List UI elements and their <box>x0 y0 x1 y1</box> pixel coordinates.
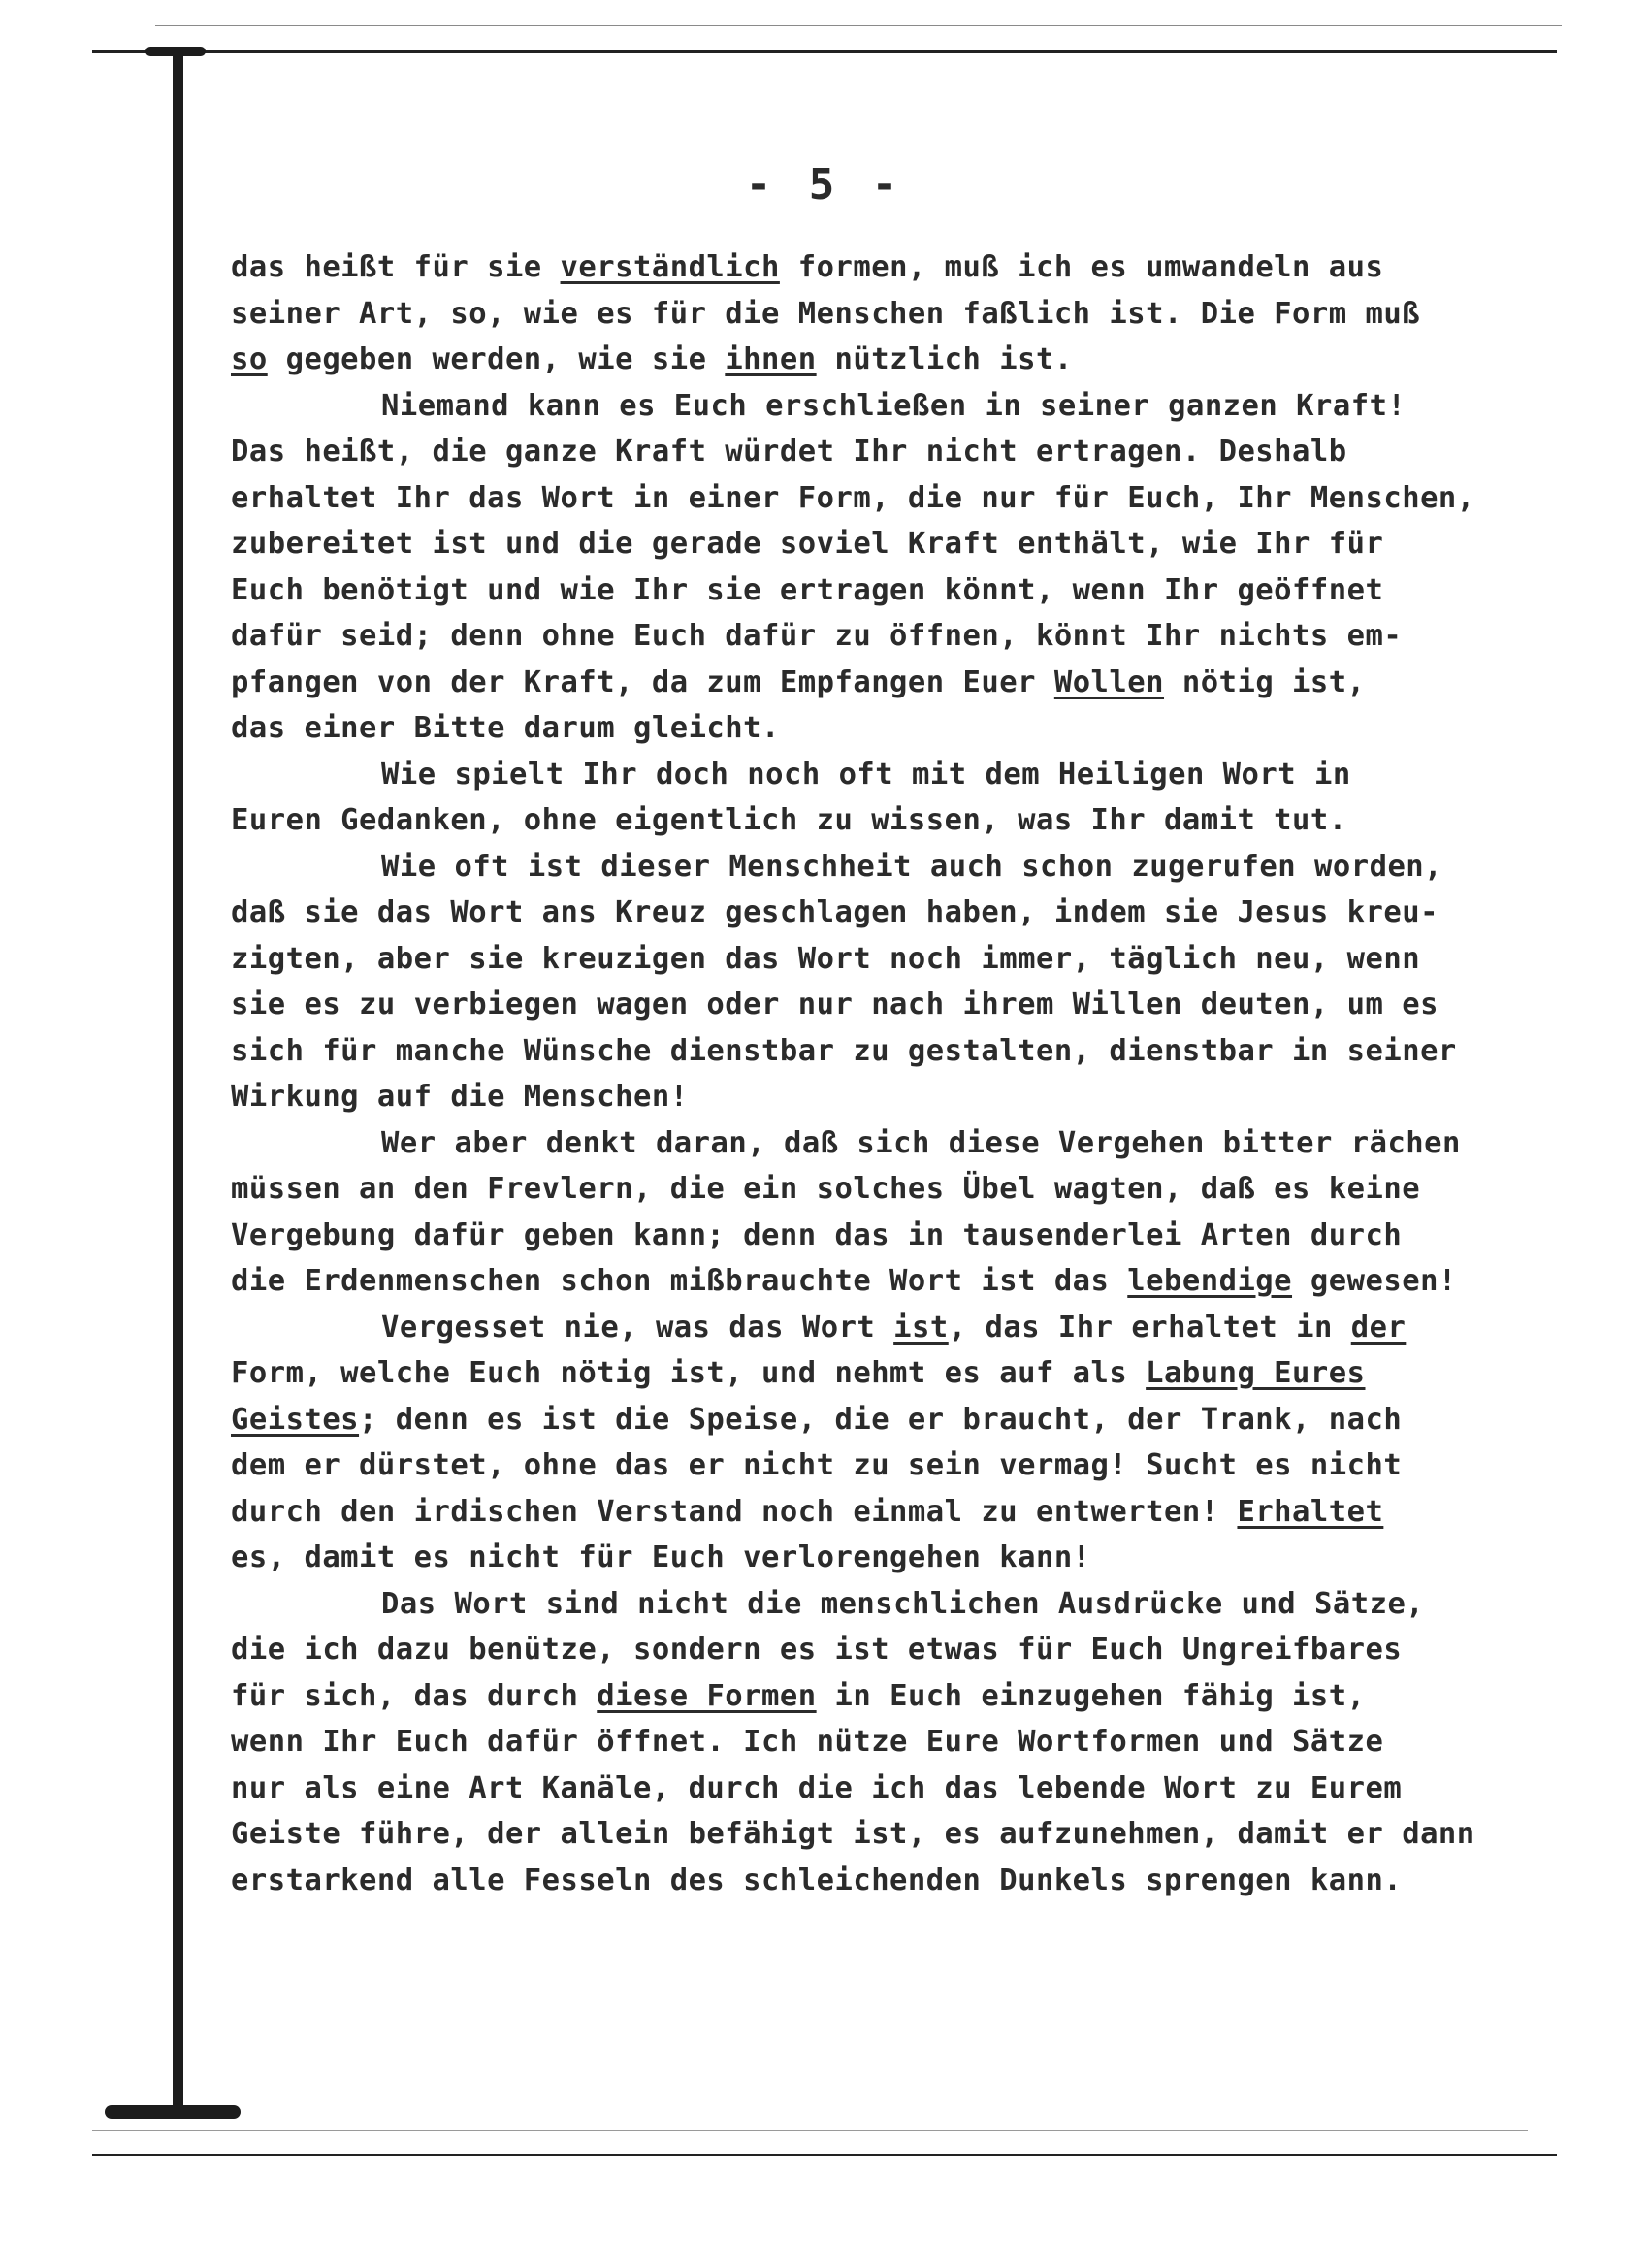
text-segment: sich für manche Wünsche dienstbar zu gestalten, dienstbar in seiner <box>231 1033 1457 1068</box>
binder-bar-bottom-cap <box>105 2105 241 2119</box>
text-segment: nur als eine Art Kanäle, durch die ich das lebende Wort zu Eurem <box>231 1770 1403 1805</box>
underlined-word: ist <box>893 1310 949 1345</box>
text-segment: zubereitet ist und die gerade soviel Kraft enthält, wie Ihr für <box>231 527 1384 561</box>
text-segment: Das Wort sind nicht die menschlichen Ausdrücke und Sätze, <box>381 1586 1425 1621</box>
text-segment: dem er dürstet, ohne das er nicht zu sein vermag! Sucht es nicht <box>231 1448 1403 1482</box>
text-line <box>231 1858 1511 1904</box>
text-line <box>231 475 1511 522</box>
text-segment: seiner Art, so, wie es für die Menschen faßlich ist. Die Form muß <box>231 296 1421 331</box>
text-line <box>231 1719 1511 1766</box>
text-segment: nötig ist, <box>1164 664 1366 699</box>
text-line <box>231 844 1511 891</box>
text-segment: Euren Gedanken, ohne eigentlich zu wissen, was Ihr damit tut. <box>231 803 1347 837</box>
underlined-word: Erhaltet <box>1237 1494 1384 1529</box>
text-line <box>231 1581 1511 1628</box>
underlined-word: lebendige <box>1127 1264 1293 1298</box>
text-segment: in Euch einzugehen fähig ist, <box>816 1678 1366 1713</box>
text-line <box>231 567 1511 614</box>
text-segment: sie es zu verbiegen wagen oder nur nach ihrem Willen deuten, um es <box>231 988 1439 1021</box>
text-segment: Wie oft ist dieser Menschheit auch schon zugerufen worden, <box>381 849 1443 884</box>
text-segment: pfangen von der Kraft, da zum Empfangen Euer <box>231 664 1054 699</box>
text-line <box>231 337 1511 383</box>
text-line <box>231 1627 1511 1673</box>
text-line <box>231 1258 1511 1305</box>
text-segment: ; denn es ist die Speise, die er braucht, der Trank, nach <box>359 1402 1403 1437</box>
text-segment: es, damit es nicht für Euch verlorengehen kann! <box>231 1540 1091 1574</box>
text-segment: erstarkend alle Fesseln des schleichenden Dunkels sprengen kann. <box>231 1863 1403 1897</box>
text-line <box>231 1397 1511 1443</box>
top-thin-rule <box>155 25 1562 26</box>
text-line <box>231 1028 1511 1075</box>
underlined-word: so <box>231 342 268 376</box>
text-segment: Wirkung auf die Menschen! <box>231 1080 689 1114</box>
text-segment: Vergesset nie, was das Wort <box>381 1310 894 1345</box>
text-line <box>231 383 1511 430</box>
text-line <box>231 890 1511 936</box>
text-line <box>231 1766 1511 1812</box>
text-line <box>231 1442 1511 1489</box>
text-segment: durch den irdischen Verstand noch einmal zu entwerten! <box>231 1494 1238 1529</box>
underlined-word: Labung Eures <box>1146 1356 1366 1390</box>
page-number: - 5 - <box>745 160 904 210</box>
text-line <box>231 291 1511 338</box>
text-line <box>231 752 1511 798</box>
top-frame-rule <box>92 50 1557 53</box>
text-line <box>231 660 1511 706</box>
text-segment: erhaltet Ihr das Wort in einer Form, die nur für Euch, Ihr Menschen, <box>231 480 1475 515</box>
text-segment: Niemand kann es Euch erschließen in seiner ganzen Kraft! <box>381 388 1406 423</box>
text-line <box>231 429 1511 475</box>
text-segment: Euch benötigt und wie Ihr sie ertragen könnt, wenn Ihr geöffnet <box>231 572 1384 607</box>
text-segment: müssen an den Frevlern, die ein solches Übel wagten, daß es keine <box>231 1172 1421 1206</box>
text-segment: wenn Ihr Euch dafür öffnet. Ich nütze Eure Wortformen und Sätze <box>231 1725 1384 1759</box>
text-segment: Das heißt, die ganze Kraft würdet Ihr nicht ertragen. Deshalb <box>231 435 1347 469</box>
text-line <box>231 521 1511 567</box>
underlined-word: Wollen <box>1053 664 1165 699</box>
text-line <box>231 244 1511 291</box>
text-segment: gegeben werden, wie sie <box>267 342 726 376</box>
text-segment: für sich, das durch <box>231 1678 598 1713</box>
text-line <box>231 1213 1511 1259</box>
underlined-word: Geistes <box>231 1402 360 1437</box>
text-segment: die Erdenmenschen schon mißbrauchte Wort ist das <box>231 1264 1128 1298</box>
text-line <box>231 613 1511 660</box>
text-line <box>231 982 1511 1028</box>
text-segment: formen, muß ich es umwandeln aus <box>779 250 1384 284</box>
text-line <box>231 1120 1511 1167</box>
text-segment: gewesen! <box>1292 1264 1457 1298</box>
text-segment: Wer aber denkt daran, daß sich diese Vergehen bitter rächen <box>381 1125 1461 1160</box>
text-line <box>231 1811 1511 1858</box>
underlined-word: der <box>1350 1310 1406 1345</box>
text-segment: das heißt für sie <box>231 250 561 284</box>
underlined-word: diese Formen <box>597 1678 817 1713</box>
text-segment: Vergebung dafür geben kann; denn das in tausenderlei Arten durch <box>231 1217 1403 1252</box>
text-segment: Geiste führe, der allein befähigt ist, es aufzunehmen, damit er dann <box>231 1817 1475 1851</box>
text-segment: das einer Bitte darum gleicht. <box>231 711 780 745</box>
text-line <box>231 797 1511 844</box>
text-line <box>231 1350 1511 1397</box>
underlined-word: verständlich <box>560 250 780 284</box>
underlined-word: ihnen <box>725 342 817 376</box>
text-line <box>231 1489 1511 1536</box>
text-segment: zigten, aber sie kreuzigen das Wort noch immer, täglich neu, wenn <box>231 941 1421 976</box>
text-segment: die ich dazu benütze, sondern es ist etwas für Euch Ungreifbares <box>231 1633 1403 1667</box>
text-line <box>231 1305 1511 1351</box>
typed-text-body <box>231 244 1511 1903</box>
text-line <box>231 1166 1511 1213</box>
text-line <box>231 936 1511 983</box>
text-line <box>231 1535 1511 1581</box>
binder-bar <box>173 49 183 2115</box>
text-segment: Form, welche Euch nötig ist, und nehmt es auf als <box>231 1356 1147 1390</box>
text-line <box>231 1074 1511 1120</box>
text-line <box>231 705 1511 752</box>
bottom-frame-rule <box>92 2154 1557 2156</box>
bottom-thin-rule <box>92 2130 1528 2131</box>
text-segment: , das Ihr erhaltet in <box>948 1310 1351 1345</box>
text-segment: daß sie das Wort ans Kreuz geschlagen haben, indem sie Jesus kreu- <box>231 895 1439 929</box>
text-segment: nützlich ist. <box>816 342 1073 376</box>
text-segment: Wie spielt Ihr doch noch oft mit dem Heiligen Wort in <box>381 757 1351 792</box>
text-segment: dafür seid; denn ohne Euch dafür zu öffnen, könnt Ihr nichts em- <box>231 619 1403 653</box>
text-line <box>231 1673 1511 1720</box>
